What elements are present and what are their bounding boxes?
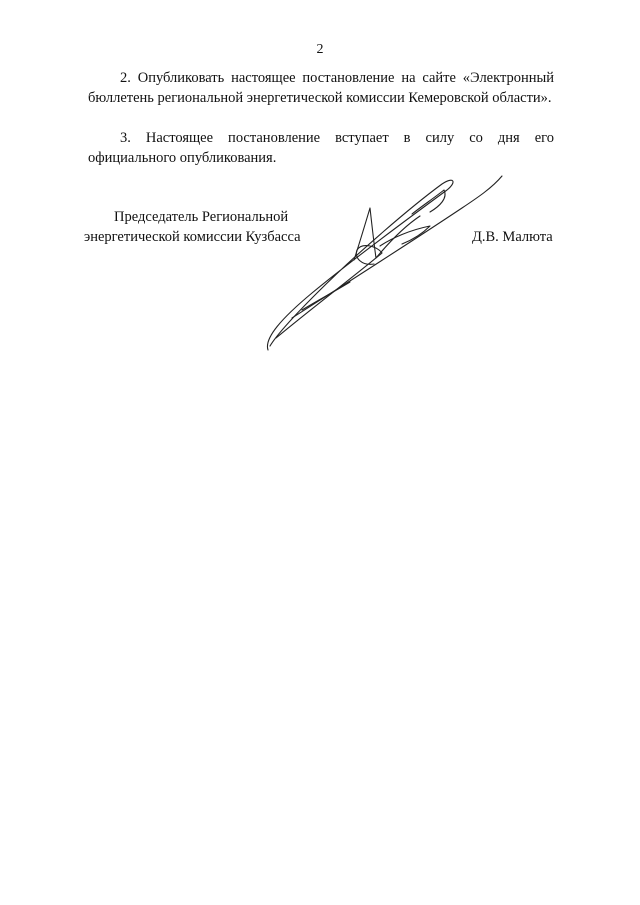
signature-hook-stroke [380,226,430,246]
paragraph-publish: 2. Опубликовать настоящее постановление на сайте «Электронный бюллетень региональной энергетической комиссии Кемеровской области». [88,70,554,106]
handwritten-signature [262,168,512,358]
signatory-title-line2: энергетической комиссии Кузбасса [84,229,301,245]
signatory-name: Д.В. Малюта [472,229,553,245]
paragraph-effective: 3. Настоящее постановление вступает в силу со дня его официального опубликования. [88,130,554,166]
page-number: 2 [316,42,324,57]
signature-main-stroke [276,246,382,338]
signature-loop-stroke [267,180,453,350]
signature-cross-stroke [292,176,502,318]
signatory-title-line1: Председатель Региональной [114,209,289,225]
